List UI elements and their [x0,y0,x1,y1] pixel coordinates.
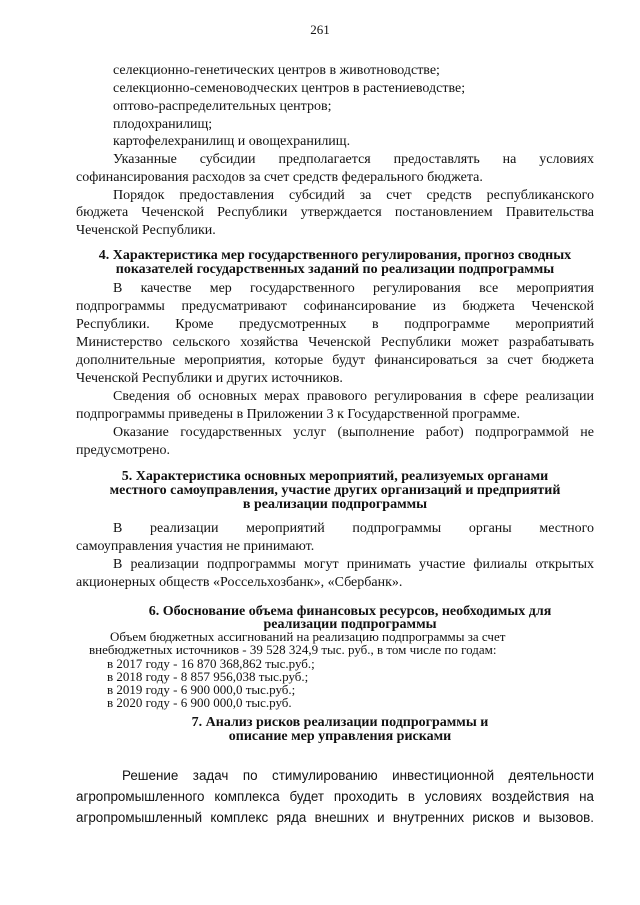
list-item: плодохранилищ; [113,117,213,132]
subsidy-para-line: Указанные субсидии предполагается предоставлять на условиях [113,152,594,167]
year-allocation: в 2017 году - 16 870 368,862 тыс.руб.; [107,656,315,671]
procedure-para-line: Чеченской Республики. [76,223,216,238]
section-4-para-line: Сведения об основных мерах правового регулирования в сфере реализации [113,389,594,404]
page-number: 261 [310,22,330,37]
section-4-heading: 4. Характеристика мер государственного регулирования, прогноз сводных [98,248,572,263]
list-item: селекционно-генетических центров в животноводстве; [113,63,440,78]
section-6-para-line: внебюджетных источников - 39 528 324,9 тыс. руб., в том числе по годам: [89,642,497,657]
section-5-heading: 5. Характеристика основных мероприятий, реализуемых органами [121,469,549,484]
section-6-heading: 6. Обоснование объема финансовых ресурсов, необходимых для [148,604,552,619]
list-item: оптово-распределительных центров; [113,99,332,114]
section-4-para-line: предусмотрено. [76,443,171,458]
section-4-para-line: Министерство сельского хозяйства Чеченской Республики может разрабатывать [76,335,594,350]
year-allocation: в 2018 году - 8 857 956,038 тыс.руб.; [107,669,309,684]
section-6-para-line: Объем бюджетных ассигнований на реализацию подпрограммы за счет [110,629,506,644]
subsidy-para-line: софинансирования расходов за счет средств федерального бюджета. [76,170,483,185]
section-4-para-line: Республики. Кроме предусмотренных в подпрограмме мероприятий [76,317,594,332]
section-4-para-line: подпрограммы предусматривают софинансирование из бюджета Чеченской [76,299,594,314]
section-5-para-line: В реализации подпрограммы могут принимать участие филиалы открытых [113,557,594,572]
section-7-heading: 7. Анализ рисков реализации подпрограммы и [191,715,489,730]
section-5-heading: местного самоуправления, участие других организаций и предприятий [109,483,561,498]
section-4-heading: показателей государственных заданий по реализации подпрограммы [115,262,555,277]
year-allocation: в 2019 году - 6 900 000,0 тыс.руб.; [107,682,296,697]
list-item: селекционно-семеноводческих центров в растениеводстве; [113,81,466,96]
section-4-para-line: дополнительные мероприятия, которые будут финансироваться за счет бюджета [76,353,594,368]
year-allocation: в 2020 году - 6 900 000,0 тыс.руб. [107,695,292,710]
section-5-para-line: В реализации мероприятий подпрограммы органы местного [113,521,594,536]
section-7-para-line: Решение задач по стимулированию инвестиционной деятельности [122,768,594,783]
section-5-para-line: самоуправления участия не принимают. [76,539,315,554]
procedure-para-line: Порядок предоставления субсидий за счет средств республиканского [113,188,594,203]
section-7-para-line: агропромышленный комплекс ряда внешних и внутренних рисков и вызовов. [76,810,594,825]
section-7-para-line: агропромышленного комплекса будет проходить в условиях воздействия на [76,789,594,804]
section-4-para-line: подпрограммы приведены в Приложении 3 к Государственной программе. [76,407,521,422]
section-5-para-line: акционерных обществ «Россельхозбанк», «Сбербанк». [76,575,403,590]
section-6-heading: реализации подпрограммы [263,617,437,632]
section-7-heading: описание мер управления рисками [228,729,452,744]
section-4-para-line: Оказание государственных услуг (выполнение работ) подпрограммой не [113,425,594,440]
section-4-para-line: В качестве мер государственного регулирования все мероприятия [113,281,594,296]
procedure-para-line: бюджета Чеченской Республики утверждается постановлением Правительства [76,205,594,220]
list-item: картофелехранилищ и овощехранилищ. [113,134,351,149]
section-4-para-line: Чеченской Республики и других источников. [76,371,343,386]
section-5-heading: в реализации подпрограммы [242,497,428,512]
